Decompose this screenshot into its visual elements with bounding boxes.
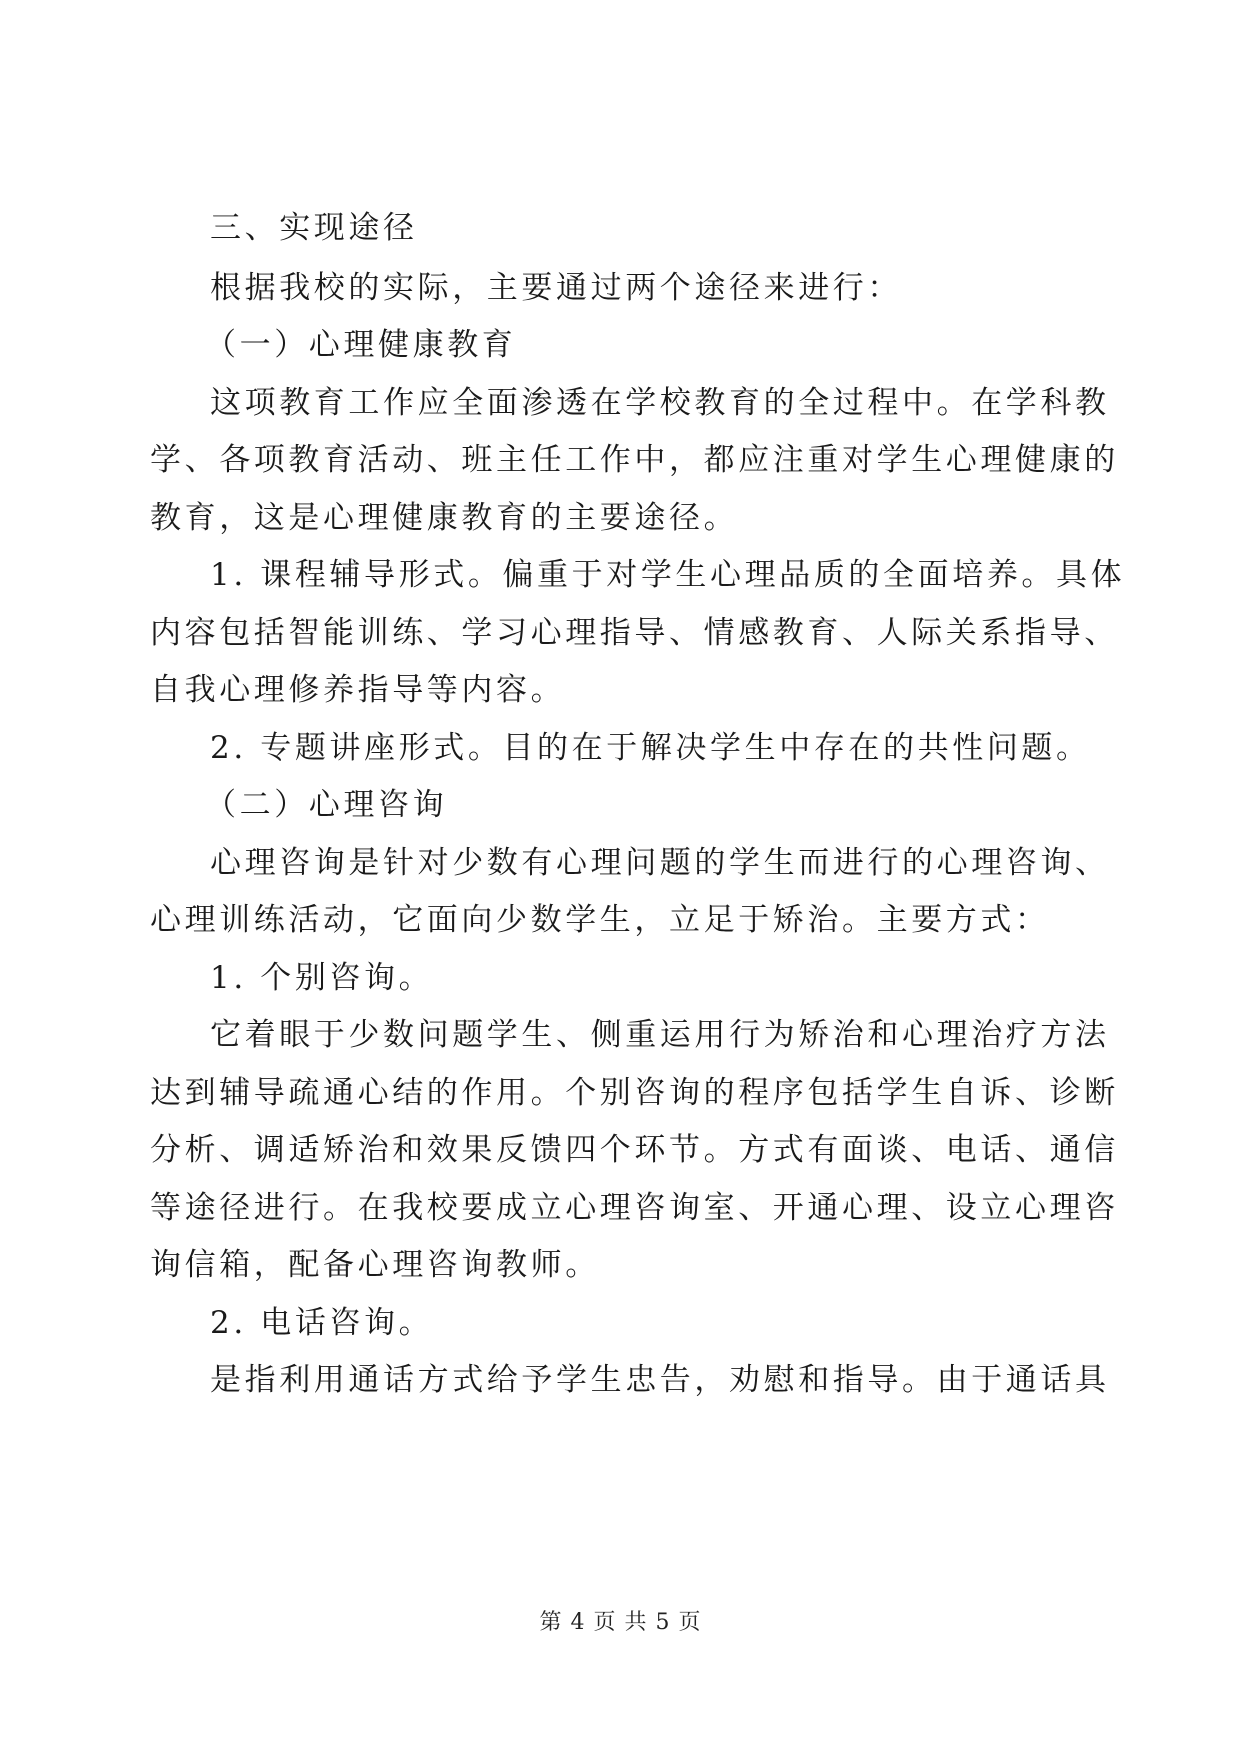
list-item-line: 1. 课程辅导形式。偏重于对学生心理品质的全面培养。具体 [210,557,1126,593]
list-item-line: 2. 专题讲座形式。目的在于解决学生中存在的共性问题。 [210,730,1091,766]
paragraph-line: 这项教育工作应全面渗透在学校教育的全过程中。在学科教 [210,385,1110,421]
paragraph-line: 根据我校的实际，主要通过两个途径来进行： [210,270,902,306]
paragraph-line: 询信箱，配备心理咨询教师。 [150,1247,600,1283]
subsection-heading: （一）心理健康教育 [205,327,517,363]
paragraph-line: 教育，这是心理健康教育的主要途径。 [150,500,739,536]
list-item-line: 1. 个别咨询。 [210,960,434,996]
paragraph-line: 等途径进行。在我校要成立心理咨询室、开通心理、设立心理咨 [150,1190,1119,1226]
subsection-heading: （二）心理咨询 [205,787,448,823]
paragraph-line: 分析、调适矫治和效果反馈四个环节。方式有面谈、电话、通信 [150,1132,1119,1168]
paragraph-line: 达到辅导疏通心结的作用。个别咨询的程序包括学生自诉、诊断 [150,1075,1119,1111]
paragraph-line: 心理训练活动，它面向少数学生，立足于矫治。主要方式： [150,902,1050,938]
paragraph-line: 自我心理修养指导等内容。 [150,672,566,708]
paragraph-line: 它着眼于少数问题学生、侧重运用行为矫治和心理治疗方法 [210,1017,1110,1053]
list-item-line: 2. 电话咨询。 [210,1305,434,1341]
section-heading: 三、实现途径 [210,210,418,246]
paragraph-line: 是指利用通话方式给予学生忠告，劝慰和指导。由于通话具 [210,1362,1110,1398]
page-footer: 第 4 页 共 5 页 [539,1610,702,1635]
paragraph-line: 心理咨询是针对少数有心理问题的学生而进行的心理咨询、 [210,845,1110,881]
paragraph-line: 学、各项教育活动、班主任工作中，都应注重对学生心理健康的 [150,442,1119,478]
paragraph-line: 内容包括智能训练、学习心理指导、情感教育、人际关系指导、 [150,615,1119,651]
